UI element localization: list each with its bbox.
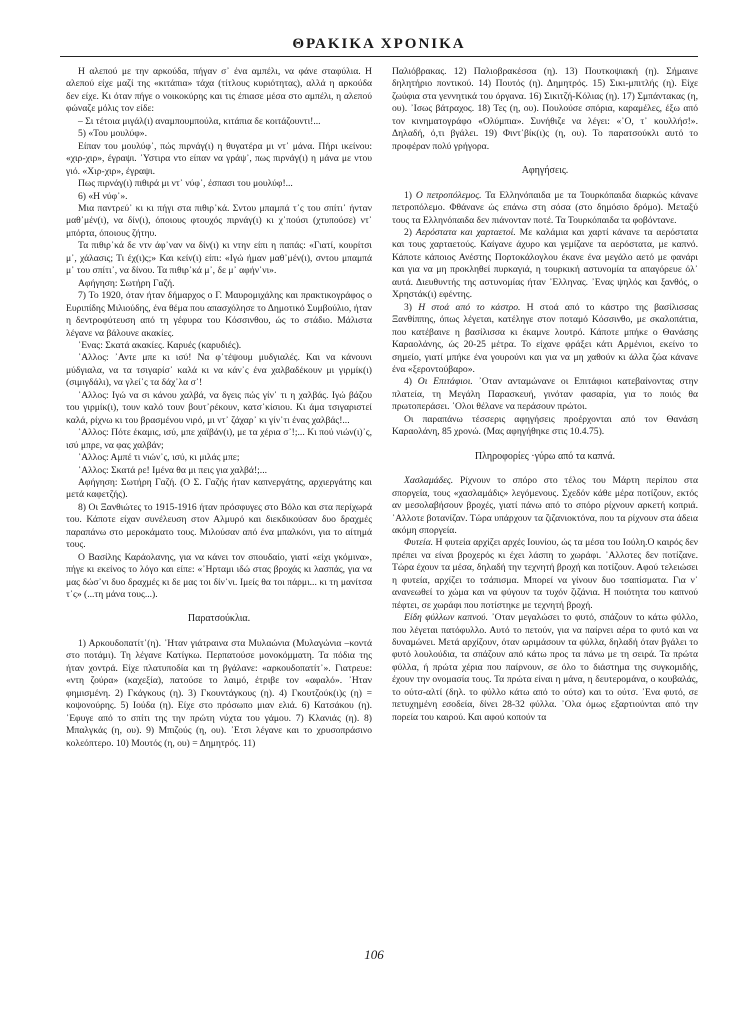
item-number: 4)	[404, 376, 418, 388]
paragraph	[392, 190, 698, 227]
item-text: ᾽Οταν μεγαλώσει το φυτό, σπάζουν το κάτω φύλλο, που λέγεται πατόφυλλο. Αυτό το πετούν, για να παίρνει αέρα το φυτό και να δυναμώνει. Μετά αρχίζουν, όταν ωριμάσουν τα φύλλα, δηλαδή όταν βγάλει το φυτό λουλούδια, τα σπάζουν από κάτω προς τα πάνω με τη σειρά. Τα πρώτα φύλλα, ή πρώτα χέρια που παίρνουν, σε όλο το διάστημα της συγκομιδής, έχουν την ονομασία τους. Τα πρώτα είναι η μάνα, η δευτερομάνα, ο κουβαλάς, το ούτσ-αλτί (δηλ. το φύλλο κάτω από το ούτσ) και το ούτσ. ᾽Ενα φυτό, σε πετυχημένη εσοδεία, δίνει 28-32 φύλλα. ᾽Ολα όμως εξαρτιούνται από την πορεία του καιρού. Και αφού κοπούν τα	[392, 612, 698, 723]
item-text: Η στοά από το κάστρο της βασίλισσας Ξανθίππης, όπως λέγεται, κατέληγε στον ποταμό Κόσσινθο, με σκαλοπάτια, που κατέβαινε η βασίλισσα κι έκαμνε λουτρό. Κάποτε μπήκε ο Θανάσης Καραολάνης, ώς 20-25 μέτρα. Το είχανε φράξει κάτι Αρμένιοι, εκείνο το σημείο, γιατί μπήκε ένα γουρούνι και για να μη χαθούν κι άλλα ζώα κάνανε ένα «ξεροντούβαρο».	[392, 301, 699, 375]
item-number: 2)	[404, 226, 416, 238]
section-heading: Πληροφορίες ·γύρω από τα καπνά.	[474, 450, 616, 462]
paragraph	[392, 475, 698, 537]
paragraph: 5) «Του μουλύφ».	[78, 128, 147, 140]
item-number: 1)	[404, 189, 416, 201]
paragraph: ᾽Ενας: Σκατά ακακίες. Καρυές (καρυδιές).	[78, 339, 242, 351]
page-title: ΘΡΑΚΙΚΑ ΧΡΟΝΙΚΑ	[292, 36, 466, 52]
item-title: Αερόστατα και χαρταετοί.	[415, 226, 516, 238]
left-column	[66, 66, 372, 750]
paragraph: 6) «Η νύφ᾽».	[78, 190, 128, 202]
item-title: Οι Επιτάφιοι.	[417, 376, 473, 388]
paragraph: 7) Το 1920, όταν ήταν δήμαρχος ο Γ. Μαυρομιχάλης και πρακτικογράφος ο Ευριπίδης Μιλιούδης, ένα θέμα που απασχόλησε το Δημοτικό Συμβούλιο, ήταν η δεντροφύτευση από τη γέφυρα του Κόσσινθου, ώς το στάδιο. Μάλιστα λέγανε να βάλουνε ακακίες.	[66, 290, 372, 339]
paragraph: Τα πιθιρ᾽κά δε ντν άφ᾽ναν να δίν(ι) κι ντην είπι η παπάς: «Γιατί, κουρίτσι μ᾽, χάλασις; Τι έχ(ι)ς;» Και κείν(ι) είπι: «Ιγώ ήμαν μαθ᾽μέν(ι), σντου μπαμπά μ᾽ του σπίτι᾽, να δίνου. Τα πιθιρ᾽κά μ᾽, δε μ᾽ αφήν᾽νι».	[66, 240, 372, 277]
item-title: Είδη φύλλων καπνού.	[404, 612, 488, 624]
paragraph: Η αλεπού με την αρκούδα, πήγαν σ᾽ ένα αμπέλι, να φάνε σταφύλια. Η αλεπού είχε μαζί της «κιτάπια» τάχα (τίτλους κυριότητας), αλλά η αρκούδα δεν είχε. Κι όταν πήγε ο νοικοκύρης και τις έπιασε μέσα στο αμπέλι, η αλεπού φώναζε μόλις τον είδε:	[66, 66, 372, 115]
item-title: Ο πετροπόλεμος.	[415, 189, 482, 201]
paragraph: ᾽Αλλος: Σκατά ρε! Ιμένα θα μι πεις για χαλβά!;...	[78, 464, 267, 476]
paragraph: 8) Οι Ξανθιώτες το 1915-1916 ήταν πρόσφυγες στο Βόλο και στα περίχωρά του. Κάποτε είχαν συνέλευση στον Αλμυρό και διεκδικούσαν δυο δραχμές παραπάνω στο μεροκάματο τους. Μιλούσαν από ένα μπαλκόνι, για το αίτημά τους.	[66, 501, 372, 551]
item-text: ᾽Οταν ανταμώνανε οι Επιτάφιοι κατεβαίνοντας στην πλατεία, τη Μεγάλη Παρασκευή, γινόταν φασαρία, για το ποιός θα πρωτοπεράσει. ᾽Ολοι θέλανε να περάσουν πρώτοι.	[392, 376, 698, 413]
paragraph: Είπαν του μουλύφ᾽, πώς πιρνάγ(ι) η θυγατέρα μι ντ᾽ μάνα. Πήρι ικείνου: «χιρ-χιρ», έγραψι. ᾽Υστιρα ντο είπαν να γράψ᾽, πως πιρνάγ(ι) η μάνα με ντου γιό. «Χιρ-χιρ», έγραψι.	[66, 140, 372, 177]
paragraph	[392, 302, 698, 377]
paragraph: Παλιόβρακας. 12) Παλιοβρακέσσα (η). 13) Πουτκοψιακή (η). Σήμαινε δηλητήριο ποντικού. 14) Πουτός (η). Δημητρός. 15) Σικι-μπιτλής (η). Είχε ζωύφια στα γεννητικά του όργανα. 16) Σικιτζή-Κόλιας (η). 17) Σμπάντακας (η, ου). ᾽Ισως βάτραχος. 18) Τες (η, ου). Πουλούσε σπόρια, καραμέλες, έξω από τον κινηματογράφο «Ολύμπια». Συνήθιζε να λέγει: «᾽Ο, τ᾽ κουλλήσ!». Δηλαδή, ό,τι βγάλει. 19) Φιντ᾽βίκ(ι)ς (η, ου). Το παρατσούκλι αυτό το προφέραν πολύ γρήγορα.	[392, 66, 698, 152]
item-title: Φυτεία.	[404, 537, 434, 549]
item-title: Η στοά από το κάστρο.	[418, 301, 521, 313]
paragraph	[392, 227, 698, 302]
paragraph: Αφήγηση: Σωτήρη Γαζή. (Ο Σ. Γαζής ήταν καπνεργάτης, αρχιεργάτης και μετά καφετζής).	[66, 476, 372, 501]
paragraph: Οι παραπάνω τέσσερις αφηγήσεις προέρχονται από τον Θανάση Καραολάνη, 85 χρονώ. (Μας αφηγήθηκε στις 10.4.75).	[392, 413, 698, 438]
item-title: Χασλαμάδες.	[404, 475, 454, 487]
paragraph: – Σι τέτοια μιγάλ(ι) αναμπουμπούλα, κιτάπια δε κοιτάζουντι!...	[78, 115, 321, 127]
paragraph: Πως πιρνάγ(ι) πιθιρά μι ντ᾽ νύφ᾽, έσπασι του μουλύφ!...	[78, 178, 293, 190]
paragraph: Μια παντρεύ᾽ κι κι πήγι στα πιθιρ᾽κά. Σντου μπαμπά τ᾽ς του σπίτι᾽ ήνταν μαθ᾽μέν(ι), να δίν(ι), όποιους φτουχός πιρνάγ(ι) κι χ᾽πούσι (χτυπούσε) ντ᾽ μπόρτα, όποιους ζήτηυ.	[66, 202, 372, 239]
paragraph: ᾽Αλλος: ᾽Αντε μπε κι ισύ! Να φ᾽τέψουμ μυδγιαλές. Και να κάνουνι μύδγιαλα, να τα τσιγαρίσ᾽ καλά κι να κάν᾽ς ένα χαλβαδέκουν μι γιρμίκ(ι) (σιμιγδάλι), να γλεί᾽ς τα δάχ᾽λα σ᾽!	[66, 352, 372, 389]
section-heading: Παρατσούκλια.	[187, 613, 251, 625]
item-text: Η φυτεία αρχίζει αρχές Ιουνίου, ώς τα μέσα του Ιούλη.Ο καιρός δεν πρέπει να είναι βροχερός κι έχει λάσπη το χωράφι. ᾽Αλλοτες δεν ποτίζανε. Τώρα έχουν τα μέσα, δηλαδή την τεχνητή βροχή και ποτίζουν. Αφού τελειώσει η φυτεία, αρχίζει το τσάπισμα. Μπορεί να γίνουν δυο τσαπίσματα. Για ν᾽ ανανεωθεί το χώμα και να φύγουν τα τυχόν ζιζάνια. Η ποιότητα του καπνού πέφτει, σε χωράφι που ποτίστηκε με τεχνητή βροχή.	[392, 537, 698, 611]
paragraph: ᾽Αλλος: Πότε έκαμις, ισύ, μπε χαϊβάν(ι), με τα χέρια σ᾽!;... Κι πού νιών(ι)᾽ς, ισύ μπρε, να φας χαλβάν;	[66, 427, 372, 451]
paragraph: ᾽Αλλος: Ιγώ να σι κάνου χαλβά, να δγεις πώς γίν᾽ τι η χαλβάς. Ιγώ βάζου του γιρμίκ(ι), τουν καλό τουν βουτ᾽ρέκουν, κατσ᾽κίσιου. Κι άμα τσιγαριστεί καλά, ρίχνω κι του βρασμένου νιρό, μι ντ᾽ ζάχαρ᾽ κι γίν᾽τι ένας χαλβάς!...	[66, 389, 372, 426]
paragraph: Ο Βασίλης Καράολανης, για να κάνει τον σπουδαίο, γιατί «είχι γκόμινα», πήγε κι εκείνος το λόγο και είπε: «᾽Ηρταμι ιδώ στας βροχάς κι λασπάς, για να μας δώσ᾽νι δυο δραχμές κι δε μας τοι δίν᾽νι. Ιμείς θα τοι πάρμι... κι τη μανίτσα τ᾽ς» (...τη μάνα τους...).	[66, 551, 372, 601]
paragraph	[392, 376, 698, 413]
paragraph: ᾽Αλλος: Αμπέ τι νιών᾽ς, ισύ, κι μιλάς μπε;	[78, 452, 240, 464]
paragraph	[392, 537, 698, 612]
section-heading: Αφηγήσεις.	[521, 165, 569, 177]
page-number: 106	[364, 947, 384, 962]
paragraph: Αφήγηση: Σωτήρη Γαζή.	[78, 277, 175, 289]
item-text: Με καλάμια και χαρτί κάνανε τα αερόστατα και τους χαρταετούς. Καίγανε άχυρο και γεμίζανε τα αερόστατα, με καπνό. Κάποτε κάποιος Ανέστης Πορτοκάλογλου έκανε ένα μεγάλο αετό με φανάρι και για να μη προκληθεί πυρκαγιά, η τουρκική αστυνομία τα απαγόρευε όλ᾽ αυτά. Διευθυντής της αστυνομίας ήταν ᾽Ελληνας. ᾽Ενας ψηλός και ξανθός, ο Χρηστάκ(ι) εφέντης.	[392, 226, 698, 301]
item-text: Ρίχνουν το σπόρο στο τέλος του Μάρτη περίπου στα σποργεία, τους «χασλαμάδις» λεγόμενους. Σχεδόν κάθε μέρα ποτίζουν, εκτός αν μεσολαβήσουν βροχές, γιατί πάνω από το σπόρο ρίχνουν αρκετή κοπριά. ᾽Αλλοτε βοτανίζαν. Τώρα υπάρχουν τα ζιζανιοκτόνα, που τα ρίχνουν στα άδεια ακόμη σποργεία.	[392, 475, 698, 536]
right-column	[392, 66, 698, 724]
paragraph: 1) Αρκουδοπατίτ᾽(η). ᾽Ηταν γιάτραινα στα Μυλαώνια (Μυλαγώνια –κοντά στο ποτάμι). Τη λέγανε Κατίγκω. Περπατούσε μονοκόμματη. Τα πόδια της ήταν χοντρά. Είχε πλατυποδία και τη βγάλανε: «αρκουδοπατίτ᾽». Γιατρευε: «ντη ζούρα» (καχεξία), πατούσε το λαιμό, έτριβε τον «αφαλό». ᾽Ηταν φημισμένη. 2) Γκάγκους (η). 3) Γκουντάγκους (η). 4) Γκουτζούκ(ι)ς (η) = κοψονούρης. 5) Ιούδα (η). Είχε στο πρόσωπο μιαν ελιά. 6) Κατσάκου (η). ᾽Εφυγε από το σπίτι της την πρώτη νύχτα του γάμου. 7) Κλανιάς (η). 8) Μπαλγκάς (η, ου). 9) Μπιζούς (η, ου). ᾽Ετσι λέγανε και το χρυσοπράσινο κολεόπτερο. 10) Μουτός (η, ου) = Δημητρός. 11)	[66, 637, 372, 749]
item-text: Τα Ελληνόπαιδα με τα Τουρκόπαιδα διαρκώς κάνανε πετροπόλεμο. Φθάνανε ώς επάνω στη σόσα (στο δημόσιο δρόμο). Μεταξύ τους τα Ελληνόπαιδα δεν πιάνονταν ποτέ. Τα Τουρκόπαιδα τα φοβόντανε.	[392, 189, 698, 226]
item-number: 3)	[404, 301, 419, 313]
title-rule	[60, 56, 698, 57]
paragraph	[392, 612, 698, 724]
